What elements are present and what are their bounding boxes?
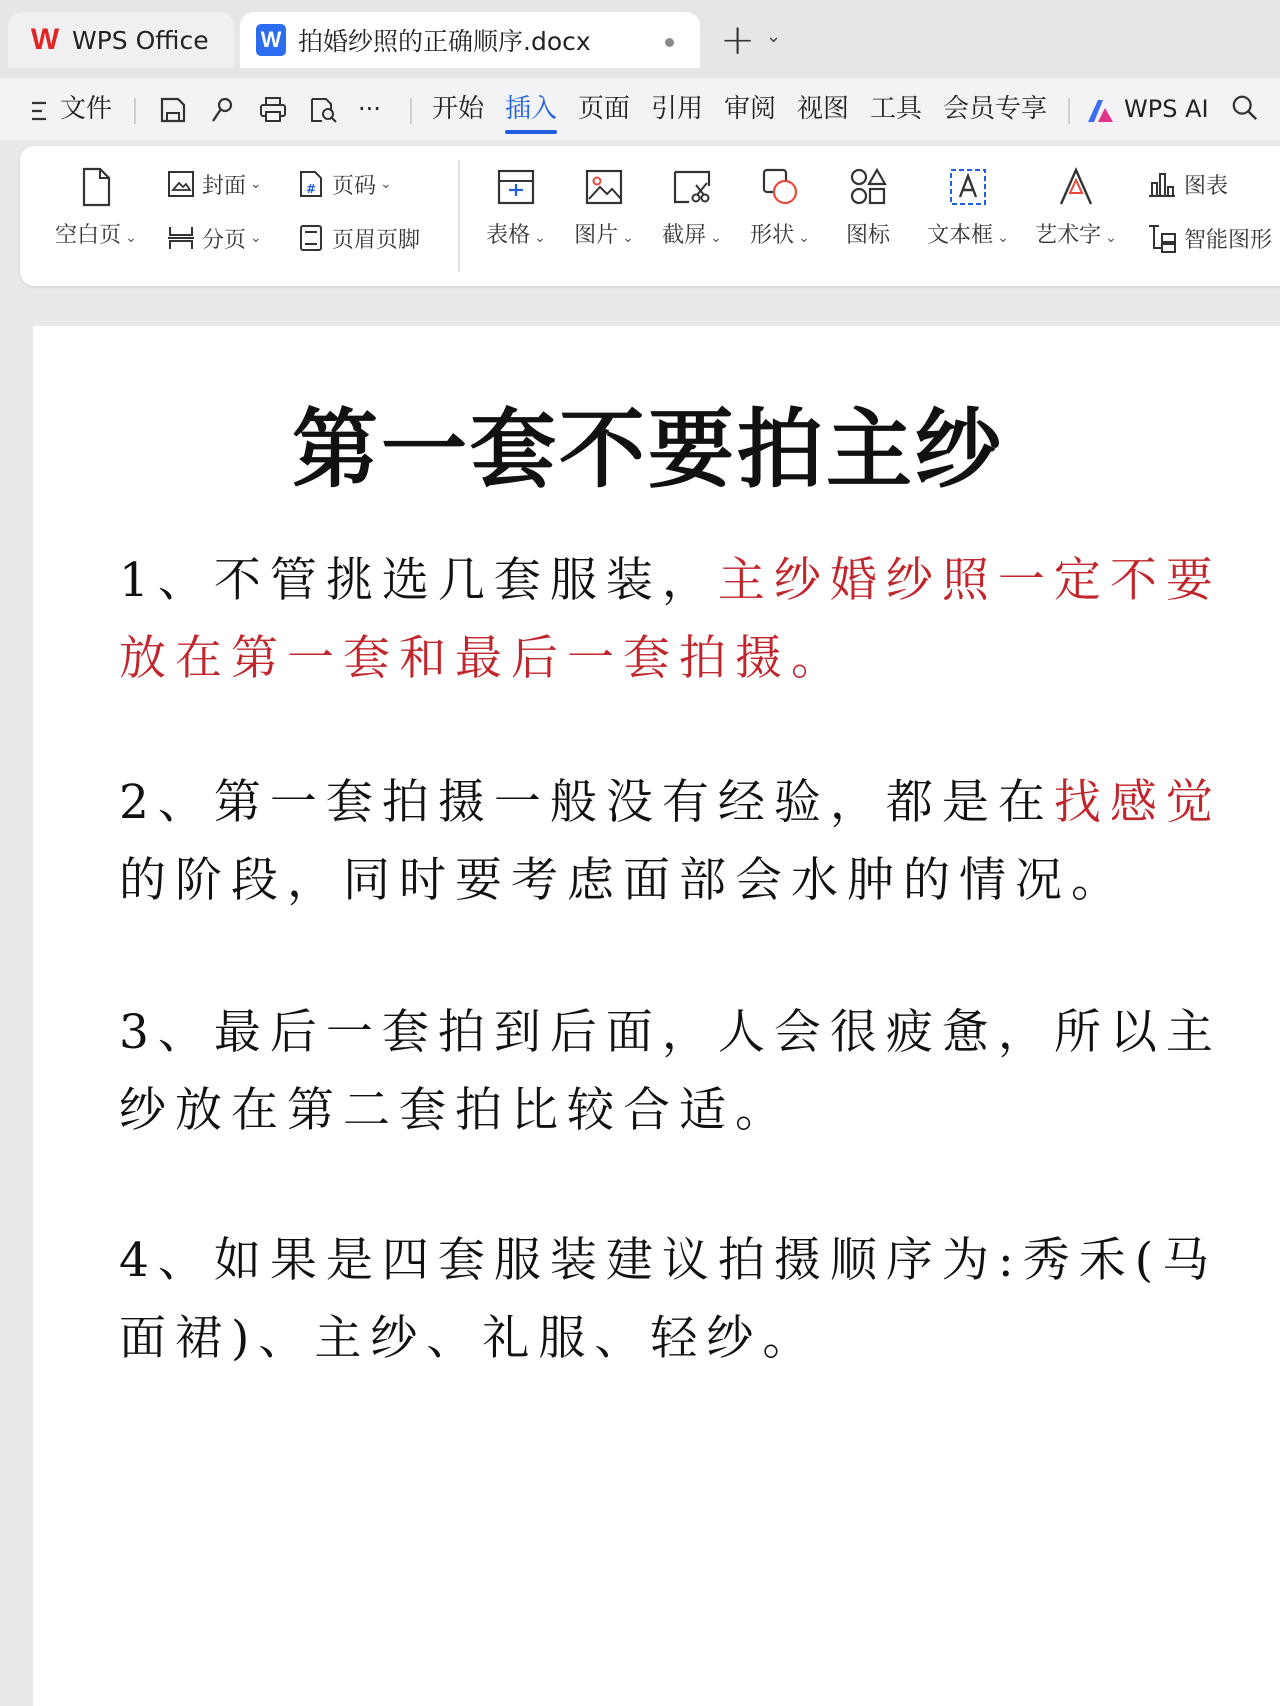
chevron-down-icon: ⌄	[622, 230, 634, 246]
wordart-label: 艺术字	[1035, 223, 1102, 248]
menu-page[interactable]: 页面	[578, 94, 631, 124]
screenshot-label: 截屏	[662, 223, 707, 248]
chart-icon	[1146, 169, 1178, 199]
paragraph-2-text-a: 2、第一套拍摄一般没有经验，都是在	[119, 775, 1054, 830]
menu-divider	[410, 98, 412, 124]
page-number-button[interactable]	[296, 164, 392, 204]
icon-button[interactable]	[830, 166, 906, 249]
chevron-down-icon: ⌄	[710, 230, 722, 246]
print-preview-icon[interactable]	[308, 96, 338, 124]
search-icon[interactable]	[1230, 94, 1260, 122]
menu-wps-ai[interactable]: WPS AI	[1124, 95, 1209, 123]
menu-member[interactable]: 会员专享	[943, 94, 1048, 124]
tab-list-chevron-icon[interactable]: ⌄	[766, 26, 782, 47]
chevron-down-icon: ⌄	[798, 230, 810, 246]
tab-document[interactable]	[240, 12, 700, 68]
header-footer-icon	[296, 223, 326, 253]
svg-text:#: #	[306, 182, 317, 196]
word-doc-icon: W	[256, 24, 286, 56]
chevron-down-icon: ⌄	[250, 176, 262, 192]
wps-ai-icon[interactable]	[1086, 98, 1116, 124]
table-icon	[495, 166, 537, 208]
save-icon[interactable]	[158, 96, 188, 124]
document-title: 第一套不要拍主纱	[292, 400, 1004, 500]
wps-logo-icon: W	[30, 23, 60, 56]
chevron-down-icon: ⌄	[534, 230, 546, 246]
menu-divider	[1068, 98, 1070, 124]
smart-art-label: 智能图形	[1184, 227, 1273, 253]
page-number-icon	[296, 169, 326, 199]
menu-review[interactable]: 审阅	[724, 94, 777, 124]
document-page[interactable]	[33, 326, 1280, 1706]
menu-divider	[134, 98, 136, 124]
page-break-label: 分页	[202, 227, 247, 253]
header-footer-label: 页眉页脚	[332, 227, 421, 253]
chevron-down-icon: ⌄	[125, 230, 137, 246]
menu-view[interactable]: 视图	[797, 94, 850, 124]
textbox-label: 文本框	[927, 223, 994, 248]
paragraph-1-highlight: 主纱婚纱照一定不要放在第一套和最后一套拍摄。	[119, 553, 1222, 686]
chart-button[interactable]	[1146, 164, 1228, 204]
cover-icon	[166, 169, 196, 199]
more-tools-button[interactable]: ···	[358, 95, 381, 123]
tab-wps-office-label: WPS Office	[72, 25, 209, 55]
icon-label: 图标	[845, 223, 890, 248]
cover-label: 封面	[202, 173, 247, 199]
shape-label: 形状	[750, 223, 795, 248]
menu-start[interactable]: 开始	[432, 94, 485, 124]
insert-ribbon	[20, 146, 1280, 286]
blank-page-icon	[76, 166, 116, 208]
menu-tools[interactable]: 工具	[870, 94, 923, 124]
ribbon-divider	[458, 160, 460, 272]
menu-insert[interactable]: 插入	[505, 90, 557, 128]
unsaved-dot-icon[interactable]	[665, 38, 674, 47]
paragraph-2	[119, 764, 1229, 920]
header-footer-button[interactable]	[296, 218, 420, 258]
chevron-down-icon: ⌄	[997, 230, 1009, 246]
screenshot-button[interactable]	[654, 166, 730, 249]
chevron-down-icon: ⌄	[250, 230, 262, 246]
paragraph-4: 4、如果是四套服装建议拍摄顺序为:秀禾(马面裙)、主纱、礼服、轻纱。	[119, 1233, 1219, 1366]
icons-library-icon	[847, 166, 889, 208]
paragraph-3: 3、最后一套拍到后面，人会很疲惫，所以主纱放在第二套拍比较合适。	[119, 1005, 1222, 1138]
paragraph-1	[119, 542, 1229, 698]
wordart-icon	[1055, 166, 1097, 208]
table-label: 表格	[486, 223, 531, 248]
chart-label: 图表	[1184, 173, 1229, 199]
table-button[interactable]	[478, 166, 554, 249]
tab-document-label: 拍婚纱照的正确顺序.docx	[298, 27, 591, 56]
picture-label: 图片	[574, 223, 619, 248]
paragraph-1-text: 1、不管挑选几套服装，	[119, 553, 718, 608]
menu-bar	[0, 78, 1280, 140]
screenshot-icon	[671, 166, 713, 208]
page-break-button[interactable]	[166, 218, 262, 258]
picture-button[interactable]	[566, 166, 642, 249]
cover-button[interactable]	[166, 164, 262, 204]
textbox-icon	[947, 166, 989, 208]
page-break-icon	[166, 223, 196, 253]
blank-page-label: 空白页	[55, 223, 122, 248]
tab-bar	[0, 0, 1280, 78]
paragraph-2-text-b: 的阶段，同时要考虑面部会水肿的情况。	[119, 853, 1127, 908]
smart-art-icon	[1146, 222, 1178, 254]
blank-page-button[interactable]	[48, 166, 144, 249]
textbox-button[interactable]	[920, 166, 1016, 249]
chevron-down-icon: ⌄	[1105, 230, 1117, 246]
chevron-down-icon: ⌄	[380, 176, 392, 192]
tab-wps-office[interactable]	[8, 12, 234, 68]
smart-art-button[interactable]	[1146, 218, 1272, 258]
format-painter-icon[interactable]	[208, 96, 238, 124]
hamburger-icon[interactable]	[30, 100, 50, 122]
picture-icon	[583, 166, 625, 208]
new-tab-button[interactable]: +	[720, 15, 756, 64]
shape-icon	[759, 166, 801, 208]
paragraph-2-highlight: 找感觉	[1053, 775, 1222, 830]
print-icon[interactable]	[258, 96, 288, 124]
wordart-button[interactable]	[1028, 166, 1124, 249]
menu-file[interactable]: 文件	[60, 94, 113, 124]
page-number-label: 页码	[332, 173, 377, 199]
menu-references[interactable]: 引用	[651, 94, 704, 124]
shape-button[interactable]	[742, 166, 818, 249]
